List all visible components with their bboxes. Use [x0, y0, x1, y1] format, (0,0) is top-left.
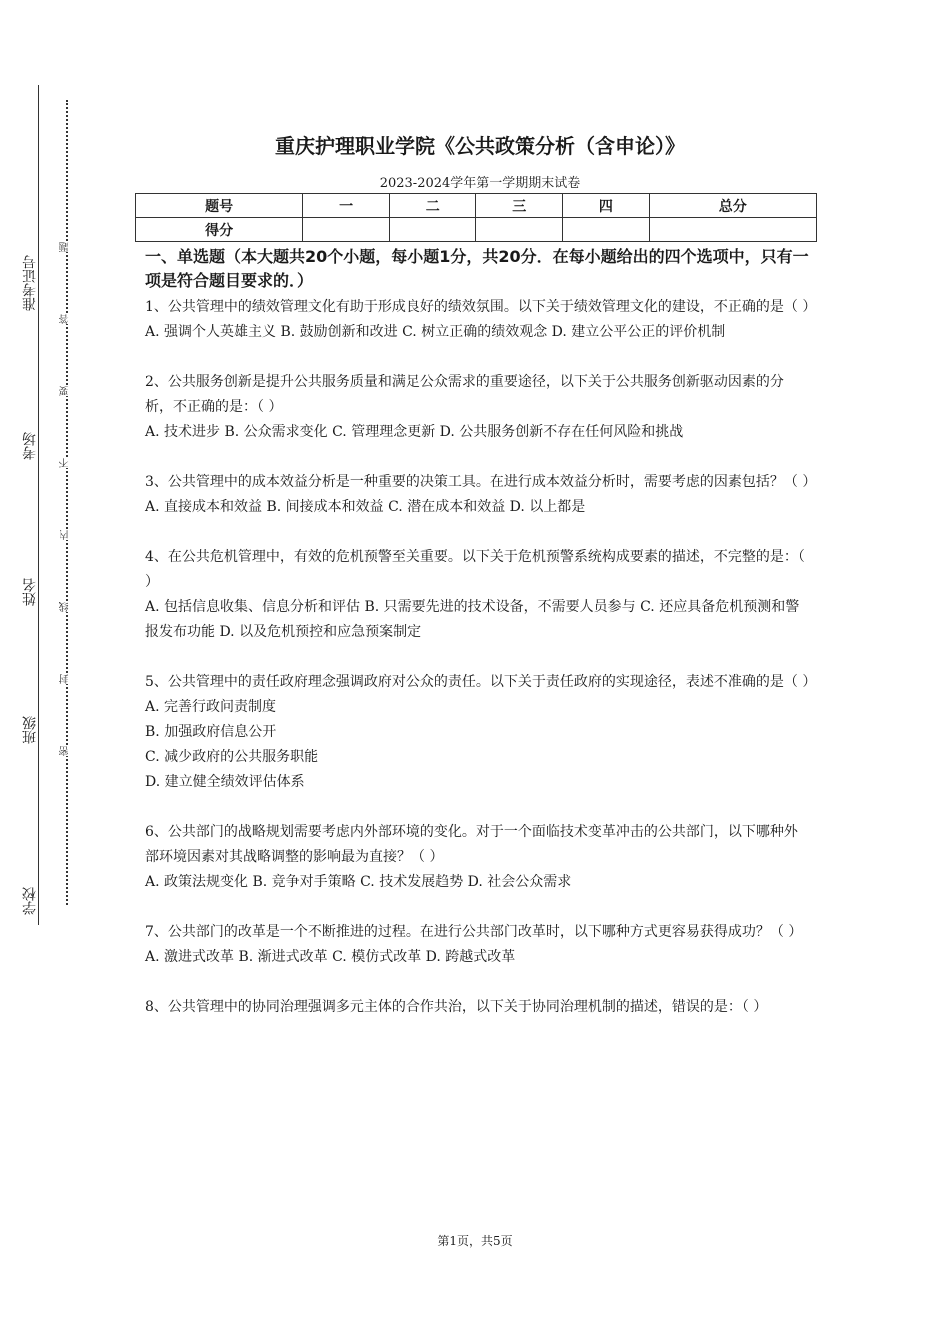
question-stem: 6、公共部门的战略规划需要考虑内外部环境的变化。对于一个面临技术变革冲击的公共部门，以下哪种外部环境因素对其战略调整的影响最为直接？（ ）: [145, 824, 798, 865]
question-stem: 2、公共服务创新是提升公共服务质量和满足公众需求的重要途径，以下关于公共服务创新驱动因素的分析，不正确的是：（ ）: [145, 374, 784, 415]
question-option: A. 完善行政问责制度: [145, 699, 277, 715]
name-label: 姓名: [22, 578, 38, 606]
seal-char: 要: [60, 386, 74, 396]
question-options: A. 强调个人英雄主义 B. 鼓励创新和改进 C. 树立正确的绩效观念 D. 建立公平公正的评价机制: [145, 324, 726, 340]
school-label: 学校: [22, 887, 38, 915]
score-table-cell: 得分: [136, 218, 303, 242]
question: [145, 295, 817, 345]
class-label: 班级: [22, 716, 38, 744]
question-options: A. 政策法规变化 B. 竞争对手策略 C. 技术发展趋势 D. 社会公众需求: [145, 874, 572, 890]
question-stem: 8、公共管理中的协同治理强调多元主体的合作共治，以下关于协同治理机制的描述，错误的是：（ ）: [145, 999, 768, 1015]
score-input-cell[interactable]: [476, 218, 563, 242]
score-table-cell: 题号: [136, 194, 303, 218]
question-options: A. 技术进步 B. 公众需求变化 C. 管理理念更新 D. 公共服务创新不存在任何风险和挑战: [145, 424, 684, 440]
question: [145, 820, 810, 895]
seal-char: 答: [60, 314, 74, 324]
score-table-header-row: [136, 194, 817, 218]
score-table-cell: 三: [476, 194, 563, 218]
question-options: A. 激进式改革 B. 渐进式改革 C. 模仿式改革 D. 跨越式改革: [145, 949, 516, 965]
score-table-cell: 一: [303, 194, 390, 218]
question-stem: 1、公共管理中的绩效管理文化有助于形成良好的绩效氛围。以下关于绩效管理文化的建设，不正确的是（ ）: [145, 299, 817, 315]
question-stem: 3、公共管理中的成本效益分析是一种重要的决策工具。在进行成本效益分析时，需要考虑的因素包括？（ ）: [145, 474, 817, 490]
question-stem: 5、公共管理中的责任政府理念强调政府对公众的责任。以下关于责任政府的实现途径，表述不准确的是（ ）: [145, 674, 817, 690]
exam-subtitle: 2023-2024学年第一学期期末试卷: [379, 176, 581, 191]
score-input-cell[interactable]: [389, 218, 476, 242]
seal-char: 内: [60, 530, 74, 540]
score-table-cell: 二: [389, 194, 476, 218]
score-table-score-row: [136, 218, 817, 242]
score-input-cell[interactable]: [563, 218, 650, 242]
seal-char: 题: [60, 242, 74, 252]
question: [145, 470, 817, 520]
question: [145, 995, 810, 1020]
score-table: [135, 193, 817, 242]
score-input-cell[interactable]: [649, 218, 816, 242]
question-stem: 7、公共部门的改革是一个不断推进的过程。在进行公共部门改革时，以下哪种方式更容易获得成功？（ ）: [145, 924, 803, 940]
page-footer: 第1页，共5页: [437, 1234, 513, 1248]
binding-solid-line: [38, 85, 39, 925]
admission-number-label: 准考证号: [22, 255, 38, 311]
question: [145, 545, 810, 645]
seal-char: 线: [60, 602, 74, 612]
question: [145, 670, 817, 795]
seal-char: 密: [60, 746, 74, 756]
question-options: A. 包括信息收集、信息分析和评估 B. 只需要先进的技术设备，不需要人员参与 C. 还应具备危机预测和警报发布功能 D. 以及危机预控和应急预案制定: [145, 599, 800, 640]
section-title: 一、单选题（本大题共20个小题，每小题1分，共20分．在每小题给出的四个选项中，只有一项是符合题目要求的．）: [145, 247, 809, 290]
score-table-cell: 四: [563, 194, 650, 218]
exam-title: 重庆护理职业学院《公共政策分析（含申论）》: [275, 134, 685, 158]
question-option: C. 减少政府的公共服务职能: [145, 749, 319, 765]
seal-char: 封: [60, 674, 74, 684]
question-option: B. 加强政府信息公开: [145, 724, 277, 740]
seal-dotted-line: [66, 100, 68, 905]
score-input-cell[interactable]: [303, 218, 390, 242]
question-options: A. 直接成本和效益 B. 间接成本和效益 C. 潜在成本和效益 D. 以上都是: [145, 499, 586, 515]
seal-char: 不: [60, 458, 74, 468]
question-option: D. 建立健全绩效评估体系: [145, 774, 305, 790]
exam-content: [145, 245, 817, 1045]
score-table-cell: 总分: [649, 194, 816, 218]
binding-margin: [0, 0, 100, 1344]
question: [145, 920, 810, 970]
question-stem: 4、在公共危机管理中，有效的危机预警至关重要。以下关于危机预警系统构成要素的描述，不完整的是：（ ）: [145, 549, 805, 590]
exam-room-label: 考场: [22, 432, 38, 460]
question: [145, 370, 810, 445]
